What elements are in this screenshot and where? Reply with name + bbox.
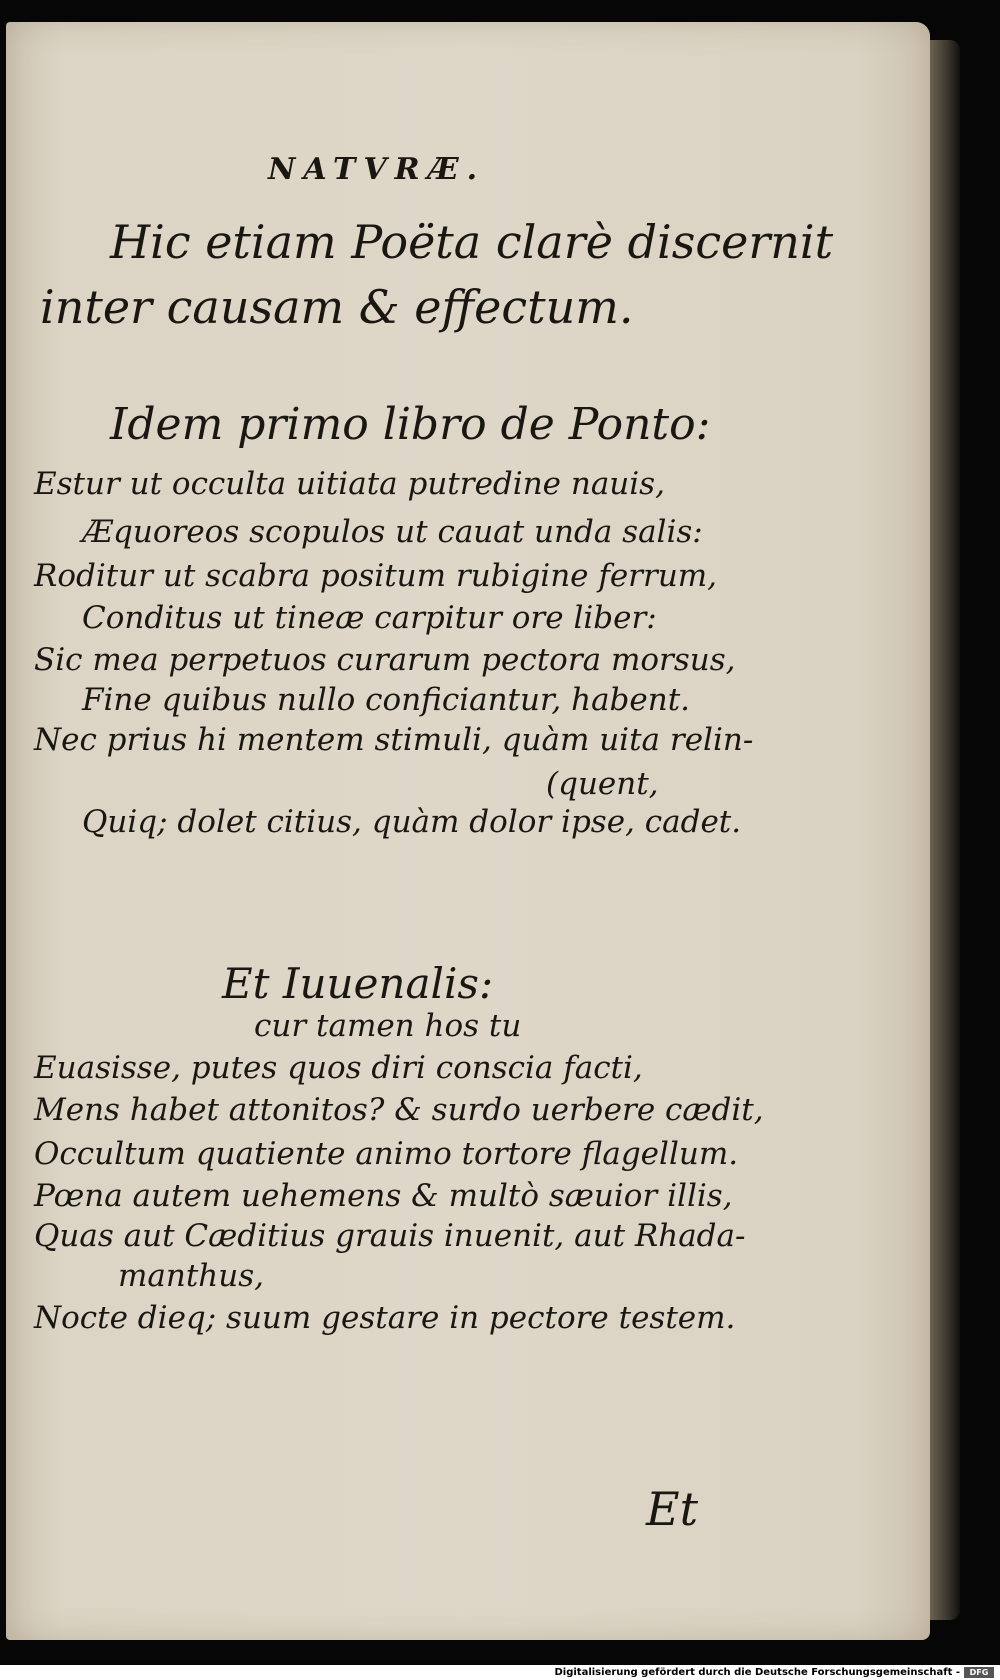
verse-line: Mens habet attonitos? & surdo uerbere cædit, <box>34 1092 764 1128</box>
footer-bar <box>0 1665 1000 1680</box>
heading-line-2: inter causam & effectum. <box>40 280 634 334</box>
verse-line: Nocte dieq; suum gestare in pectore testem. <box>34 1300 736 1336</box>
running-head: NATVRÆ. <box>268 152 486 187</box>
verse-turnover: (quent, <box>546 766 659 802</box>
verse-line: Æquoreos scopulos ut cauat unda salis: <box>82 514 703 550</box>
verse-turnover: manthus, <box>118 1258 264 1294</box>
verse-line: Quas aut Cæditius grauis inuenit, aut Rhada- <box>34 1218 746 1254</box>
verse-line: Nec prius hi mentem stimuli, quàm uita relin- <box>34 722 754 758</box>
verse-line: Occultum quatiente animo tortore flagellum. <box>34 1136 739 1172</box>
page-edge <box>930 40 960 1620</box>
subheading-ponto: Idem primo libro de Ponto: <box>110 399 711 450</box>
verse-line: Estur ut occulta uitiata putredine nauis, <box>34 466 665 502</box>
verse-line: Fine quibus nullo conficiantur, habent. <box>82 682 691 718</box>
verse-line: Euasisse, putes quos diri conscia facti, <box>34 1050 643 1086</box>
footer-credit: Digitalisierung gefördert durch die Deutsche Forschungsgemeinschaft - <box>554 1667 960 1678</box>
verse-line: Roditur ut scabra positum rubigine ferrum, <box>34 558 718 594</box>
verse-line: Pœna autem uehemens & multò sæuior illis, <box>34 1178 733 1214</box>
subheading-iuuenalis: Et Iuuenalis: <box>222 959 494 1008</box>
verse-line: Conditus ut tineæ carpitur ore liber: <box>82 600 657 636</box>
page-text <box>6 22 930 1640</box>
book-page <box>6 22 930 1640</box>
heading-line-1: Hic etiam Poëta clarè discernit <box>110 215 834 269</box>
dfg-logo: DFG <box>964 1667 994 1678</box>
verse-line: Quiq; dolet citius, quàm dolor ipse, cadet. <box>82 804 742 840</box>
verse-line: cur tamen hos tu <box>254 1008 522 1044</box>
verse-line: Sic mea perpetuos curarum pectora morsus, <box>34 642 736 678</box>
catchword: Et <box>646 1482 699 1536</box>
